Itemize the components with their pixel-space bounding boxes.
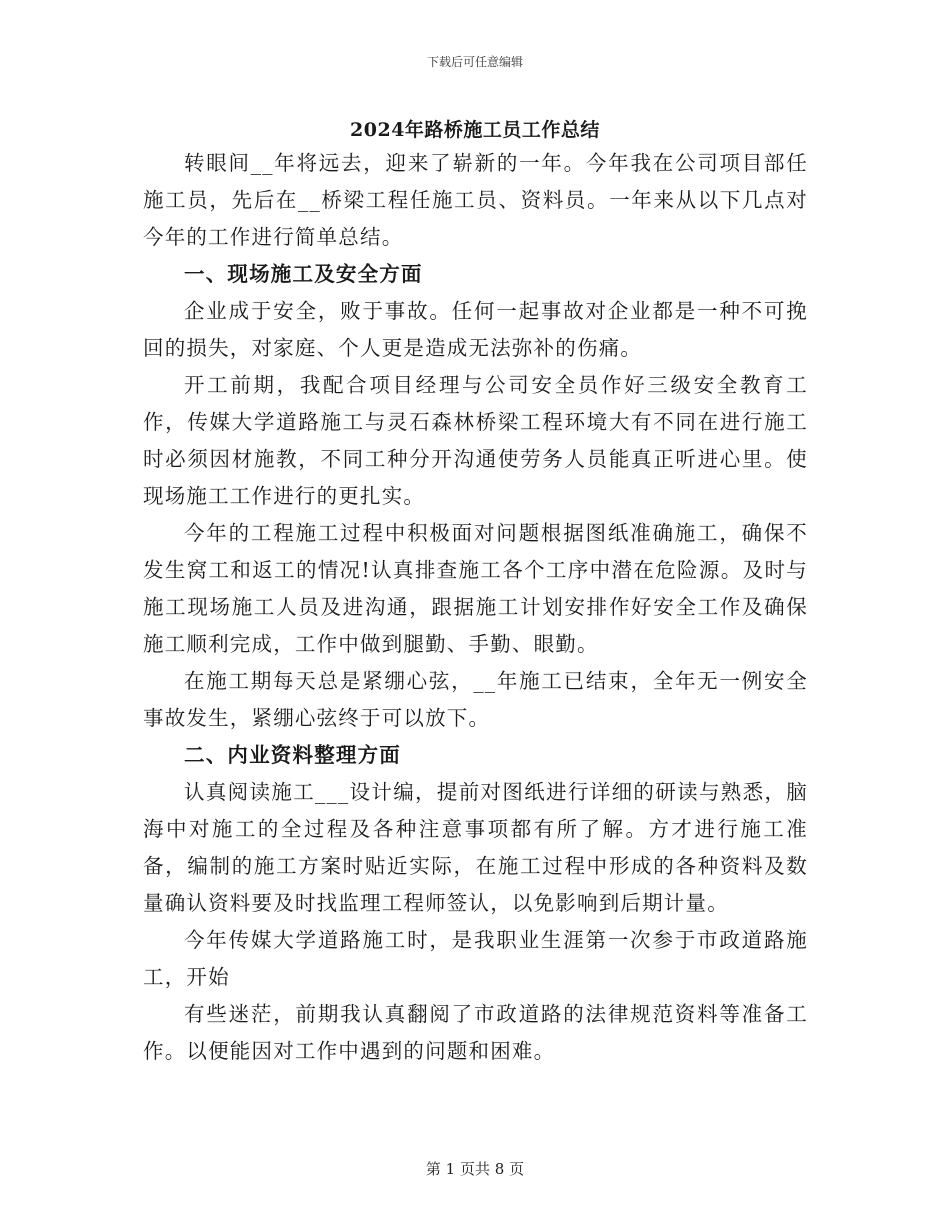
paragraph: 今年的工程施工过程中积极面对问题根据图纸准确施工，确保不发生窝工和返工的情况!认真排查施工各个工序中潜在危险源。及时与施工现场施工人员及进沟通，跟据施工计划安排作好安全工作及确保施工顺利完成，工作中做到腿勤、手勤、眼勤。 [143,521,808,656]
paragraph: 企业成于安全，败于事故。任何一起事故对企业都是一种不可挽回的损失，对家庭、个人更是造成无法弥补的伤痛。 [143,299,808,360]
paragraph: 认真阅读施工___设计编，提前对图纸进行详细的研读与熟悉，脑海中对施工的全过程及各种注意事项都有所了解。方才进行施工准备，编制的施工方案时贴近实际，在施工过程中形成的各种资料及数量确认资料要及时找监理工程师签认，以免影响到后期计量。 [143,780,808,915]
paragraph-intro: 转眼间__年将远去，迎来了崭新的一年。今年我在公司项目部任施工员，先后在__桥梁工程任施工员、资料员。一年来从以下几点对今年的工作进行简单总结。 [143,151,808,249]
section-heading-documents: 二、内业资料整理方面 [184,743,401,767]
paragraph: 有些迷茫，前期我认真翻阅了市政道路的法律规范资料等准备工作。以便能因对工作中遇到的问题和困难。 [143,1002,808,1063]
document-body [143,145,808,1070]
page-footer: 第 1 页共 8 页 [425,1160,525,1178]
paragraph: 今年传媒大学道路施工时，是我职业生涯第一次参于市政道路施工，开始 [143,928,808,989]
paragraph: 在施工期每天总是紧绷心弦，__年施工已结束，全年无一例安全事故发生，紧绷心弦终于可以放下。 [143,669,808,730]
document-title: 2024年路桥施工员工作总结 [350,119,600,141]
paragraph: 开工前期，我配合项目经理与公司安全员作好三级安全教育工作，传媒大学道路施工与灵石森林桥梁工程环境大有不同在进行施工时必须因材施教，不同工种分开沟通使劳务人员能真正听进心里。使现场施工工作进行的更扎实。 [143,373,808,508]
header-note: 下载后可任意编辑 [426,55,523,69]
section-heading-safety: 一、现场施工及安全方面 [184,262,423,286]
